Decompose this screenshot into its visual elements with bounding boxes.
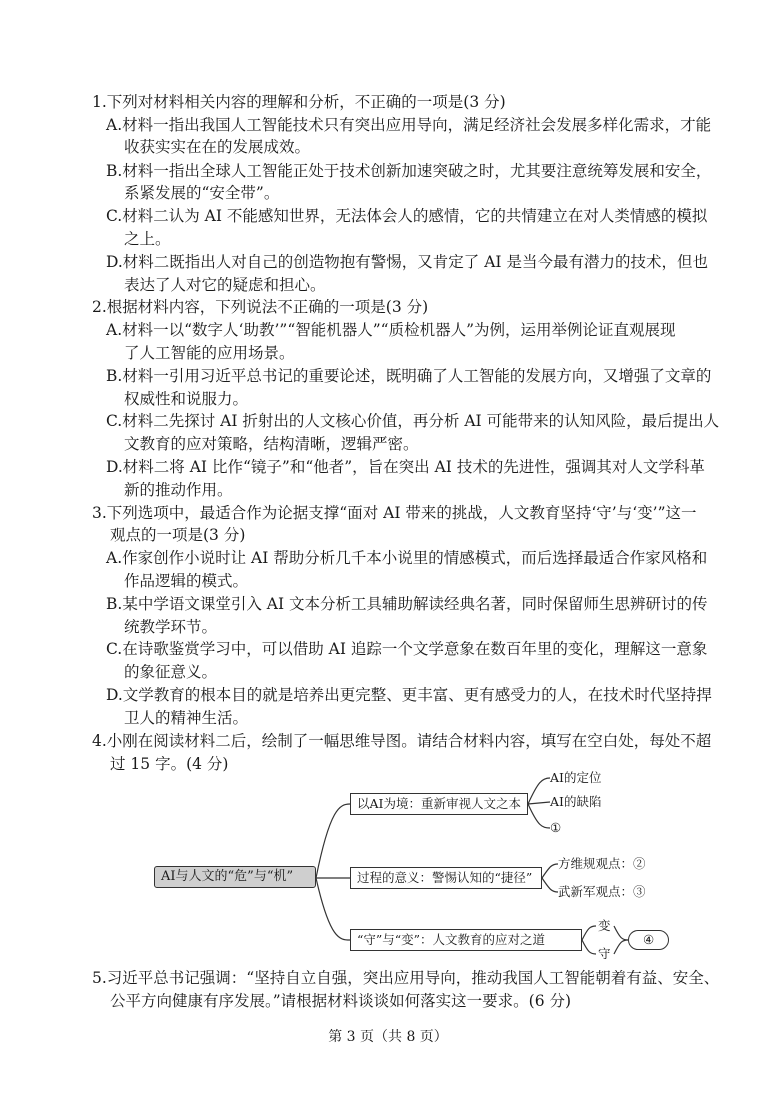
q2-option-a: A.材料一以“数字人‘助教’”“智能机器人”“质检机器人”为例，运用举例论证直观展现 (106, 321, 676, 339)
mind-map-branch-2: 过程的意义：警惕认知的“捷径” (350, 867, 542, 889)
mind-map-branch-3: “守”与“变”：人文教育的应对之道 (350, 929, 582, 951)
branch-2-item-2: 武新军观点：③ (558, 884, 646, 899)
connector-b2-item2 (542, 878, 558, 892)
mind-map-root: AI与人文的“危”与“机” (154, 866, 316, 888)
q1-option-d: D.材料二既指出人对自己的创造物抱有警惕，又肯定了 AI 是当今最有潜力的技术，但也 (106, 253, 708, 271)
q3-option-d: D.文学教育的根本目的就是培养出更完整、更丰富、更有感受力的人，在技术时代坚持捍 (106, 686, 712, 704)
connector-change-blank (614, 926, 628, 940)
q2-option-a-cont: 了人工智能的应用场景。 (124, 344, 295, 362)
q2-option-d-cont: 新的推动作用。 (124, 481, 233, 499)
connector-branch1 (316, 804, 350, 878)
q3-stem: 3.下列选项中，最适合作为论据支撑“面对 AI 带来的挑战，人文教育坚持‘守’与‘变’”这一 (92, 504, 697, 522)
branch-3-change: 变 (598, 918, 611, 933)
page-footer: 第 3 页（共 8 页） (328, 1029, 448, 1045)
q1-stem: 1.下列对材料相关内容的理解和分析，不正确的一项是(3 分) (92, 93, 506, 111)
q3-option-b-cont: 统教学环节。 (124, 618, 218, 636)
connector-keep-blank (614, 940, 628, 954)
connector-b1-item2 (528, 802, 550, 804)
q2-stem: 2.根据材料内容，下列说法不正确的一项是(3 分) (92, 298, 429, 316)
connector-b3-keep (582, 940, 596, 954)
q5-stem: 5.习近平总书记强调：“坚持自立自强，突出应用导向，推动我国人工智能朝着有益、安全、 (92, 969, 720, 987)
q3-stem-cont: 观点的一项是(3 分) (110, 526, 246, 544)
q2-option-b-cont: 权威性和说服力。 (124, 390, 249, 408)
q3-option-a: A.作家创作小说时让 AI 帮助分析几千本小说里的情感模式，而后选择最适合作家风格和 (106, 549, 708, 567)
q3-option-d-cont: 卫人的精神生活。 (124, 709, 249, 727)
q1-option-c-cont: 之上。 (124, 230, 171, 248)
branch-1-blank-1: ① (550, 820, 562, 835)
q3-option-a-cont: 作品逻辑的模式。 (124, 572, 249, 590)
connector-branch3 (316, 878, 350, 940)
q1-option-b: B.材料一指出全球人工智能正处于技术创新加速突破之时，尤其要注意统筹发展和安全， (106, 162, 712, 180)
connector-b1-item3 (528, 804, 550, 828)
q5-stem-cont: 公平方向健康有序发展。”请根据材料谈谈如何落实这一要求。(6 分) (110, 992, 572, 1010)
q1-option-b-cont: 系紧发展的“安全带”。 (124, 184, 280, 202)
q3-option-b: B.某中学语文课堂引入 AI 文本分析工具辅助解读经典名著，同时保留师生思辨研讨的传 (106, 595, 708, 613)
q1-option-d-cont: 表达了人对它的疑虑和担心。 (124, 276, 326, 294)
q4-stem: 4.小刚在阅读材料二后，绘制了一幅思维导图。请结合材料内容，填写在空白处，每处不超 (92, 732, 712, 750)
branch-1-item-1: AI的定位 (550, 770, 602, 785)
branch-3-keep: 守 (598, 946, 611, 961)
mind-map-branch-1: 以AI为境：重新审视人文之本 (350, 793, 528, 815)
q2-option-c-cont: 文教育的应对策略，结构清晰，逻辑严密。 (124, 435, 419, 453)
q4-stem-cont: 过 15 字。(4 分) (110, 755, 229, 773)
q1-option-c: C.材料二认为 AI 不能感知世界，无法体会人的感情，它的共情建立在对人类情感的模拟 (106, 207, 708, 225)
q3-option-c: C.在诗歌鉴赏学习中，可以借助 AI 追踪一个文学意象在数百年里的变化，理解这一意象 (106, 640, 708, 658)
connector-b3-change (582, 926, 596, 940)
q2-option-c: C.材料二先探讨 AI 折射出的人文核心价值，再分析 AI 可能带来的认知风险，最后提出人 (106, 412, 720, 430)
q3-option-c-cont: 的象征意义。 (124, 663, 218, 681)
q1-option-a-cont: 收获实实在在的发展成效。 (124, 138, 311, 156)
connector-b1-item1 (528, 778, 550, 804)
branch-1-item-2: AI的缺陷 (550, 794, 602, 809)
q2-option-b: B.材料一引用习近平总书记的重要论述，既明确了人工智能的发展方向，又增强了文章的 (106, 367, 712, 385)
branch-2-item-1: 方维规观点：② (558, 856, 646, 871)
q1-option-a: A.材料一指出我国人工智能技术只有突出应用导向，满足经济社会发展多样化需求，才能 (106, 116, 712, 134)
q2-option-d: D.材料二将 AI 比作“镜子”和“他者”，旨在突出 AI 技术的先进性，强调其对人文学科革 (106, 458, 705, 476)
mind-map (140, 768, 700, 961)
branch-3-blank-4: ④ (628, 930, 669, 950)
connector-b2-item1 (542, 864, 558, 878)
